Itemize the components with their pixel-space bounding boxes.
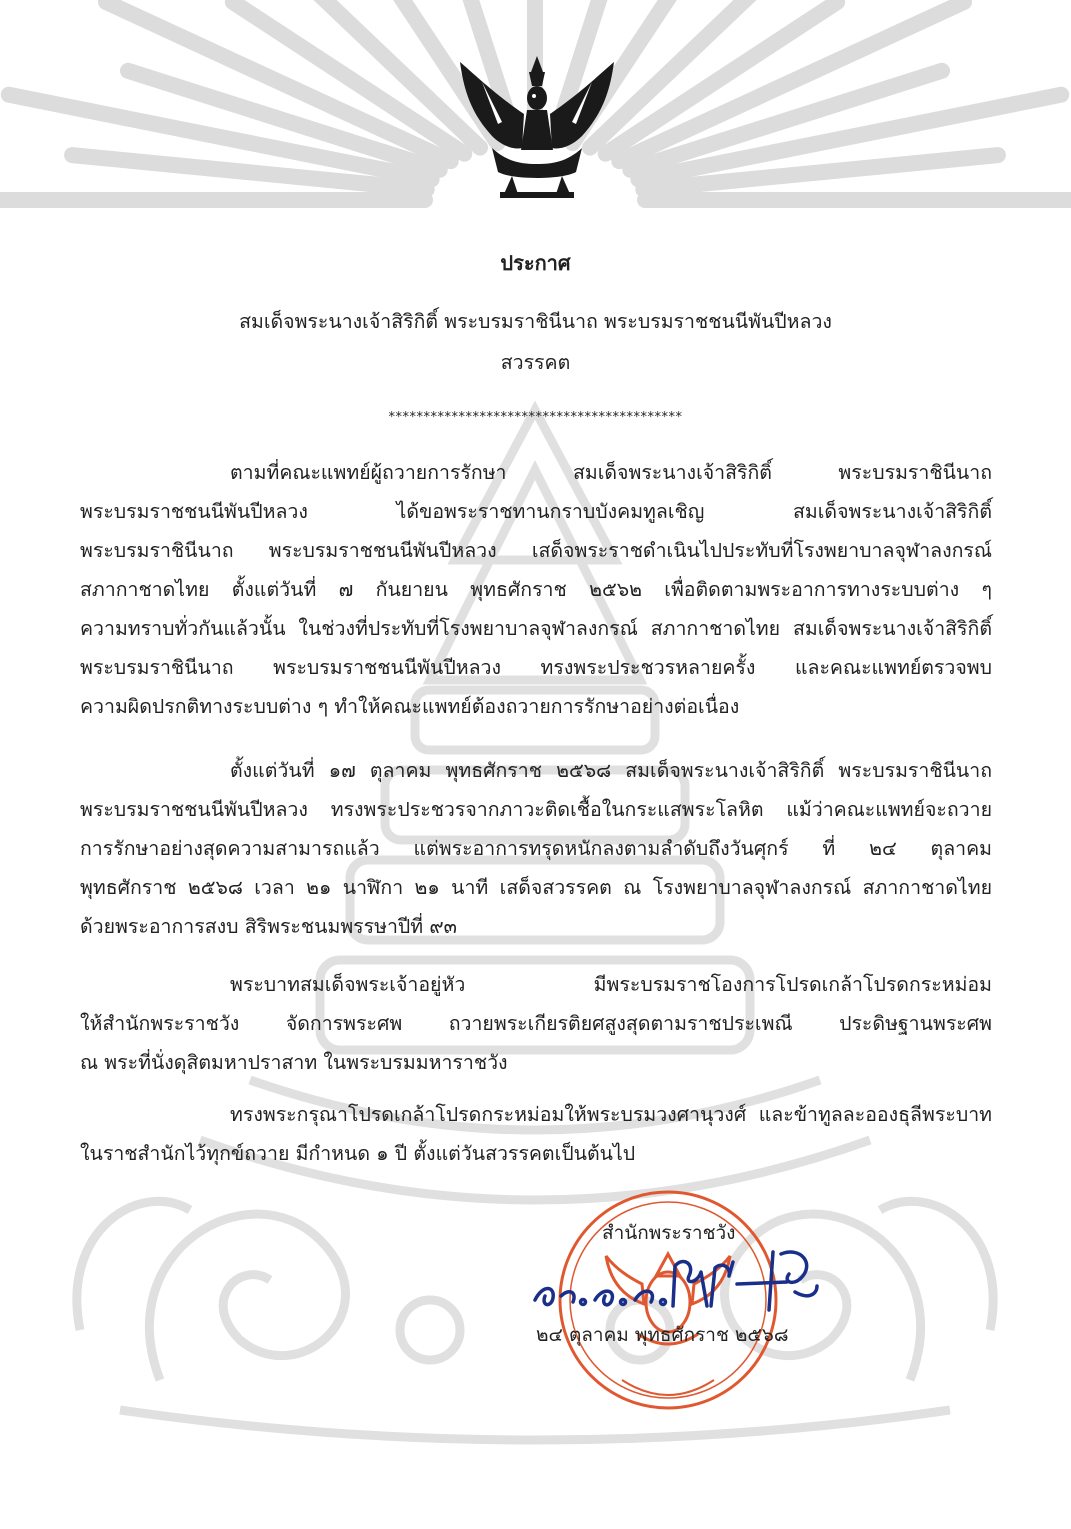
paragraph-line: ความทราบทั่วกันแล้วนั้น ในช่วงที่ประทับที่โรงพยาบาลจุฬาลงกรณ์ สภากาชาดไทย สมเด็จพระนางเจ้าสิริกิติ์ — [80, 617, 992, 640]
paragraph-line: ให้สำนักพระราชวัง จัดการพระศพ ถวายพระเกียรติยศสูงสุดตามราชประเพณี ประดิษฐานพระศพ — [80, 1012, 992, 1035]
paragraph-line: พระบรมราชินีนาถ พระบรมราชชนนีพันปีหลวง เสด็จพระราชดำเนินไปประทับที่โรงพยาบาลจุฬาลงกรณ์ — [80, 539, 992, 562]
paragraph-line: พระบรมราชินีนาถ พระบรมราชชนนีพันปีหลวง ทรงพระประชวรหลายครั้ง และคณะแพทย์ตรวจพบ — [80, 656, 992, 679]
announcement-title: ประกาศ — [500, 251, 571, 275]
separator-line: ****************************************** — [388, 410, 683, 425]
issuing-office: สำนักพระราชวัง — [602, 1222, 736, 1244]
paragraph-line: ด้วยพระอาการสงบ สิริพระชนมพรรษาปีที่ ๙๓ — [80, 915, 457, 938]
paragraph-line: ในราชสำนักไว้ทุกข์ถวาย มีกำหนด ๑ ปี ตั้งแต่วันสวรรคตเป็นต้นไป — [80, 1142, 636, 1165]
paragraph-line: ตามที่คณะแพทย์ผู้ถวายการรักษา สมเด็จพระนางเจ้าสิริกิติ์ พระบรมราชินีนาถ — [230, 461, 992, 484]
subject-line-2: สวรรคต — [500, 351, 571, 374]
paragraph-line: พุทธศักราช ๒๕๖๘ เวลา ๒๑ นาฬิกา ๒๑ นาที เสด็จสวรรคต ณ โรงพยาบาลจุฬาลงกรณ์ สภากาชาดไทย — [80, 876, 992, 899]
paragraph-line: การรักษาอย่างสุดความสามารถแล้ว แต่พระอาการทรุดหนักลงตามลำดับถึงวันศุกร์ ที่ ๒๔ ตุลาคม — [80, 837, 992, 860]
paragraph-line: พระบรมราชชนนีพันปีหลวง ได้ขอพระราชทานกราบบังคมทูลเชิญ สมเด็จพระนางเจ้าสิริกิติ์ — [80, 500, 992, 523]
paragraph-line: ความผิดปรกติทางระบบต่าง ๆ ทำให้คณะแพทย์ต้องถวายการรักษาอย่างต่อเนื่อง — [80, 695, 740, 718]
paragraph-line: พระบรมราชชนนีพันปีหลวง ทรงพระประชวรจากภาวะติดเชื้อในกระแสพระโลหิต แม้ว่าคณะแพทย์จะถวาย — [80, 798, 992, 821]
issue-date: ๒๔ ตุลาคม พุทธศักราช ๒๕๖๘ — [536, 1324, 789, 1346]
paragraph-line: ณ พระที่นั่งดุสิตมหาปราสาท ในพระบรมมหาราชวัง — [80, 1051, 508, 1074]
paragraph-line: สภากาชาดไทย ตั้งแต่วันที่ ๗ กันยายน พุทธศักราช ๒๕๖๒ เพื่อติดตามพระอาการทางระบบต่าง ๆ — [80, 578, 992, 601]
paragraph-line: ทรงพระกรุณาโปรดเกล้าโปรดกระหม่อมให้พระบรมวงศานุวงศ์ และข้าทูลละอองธุลีพระบาท — [230, 1103, 992, 1126]
paragraph-line: ตั้งแต่วันที่ ๑๗ ตุลาคม พุทธศักราช ๒๕๖๘ สมเด็จพระนางเจ้าสิริกิติ์ พระบรมราชินีนาถ — [230, 759, 992, 782]
subject-line-1: สมเด็จพระนางเจ้าสิริกิติ์ พระบรมราชินีนาถ พระบรมราชชนนีพันปีหลวง — [239, 310, 832, 333]
paragraph-line: พระบาทสมเด็จพระเจ้าอยู่หัว มีพระบรมราชโองการโปรดเกล้าโปรดกระหม่อม — [230, 973, 992, 996]
garuda-emblem-icon — [452, 52, 622, 202]
